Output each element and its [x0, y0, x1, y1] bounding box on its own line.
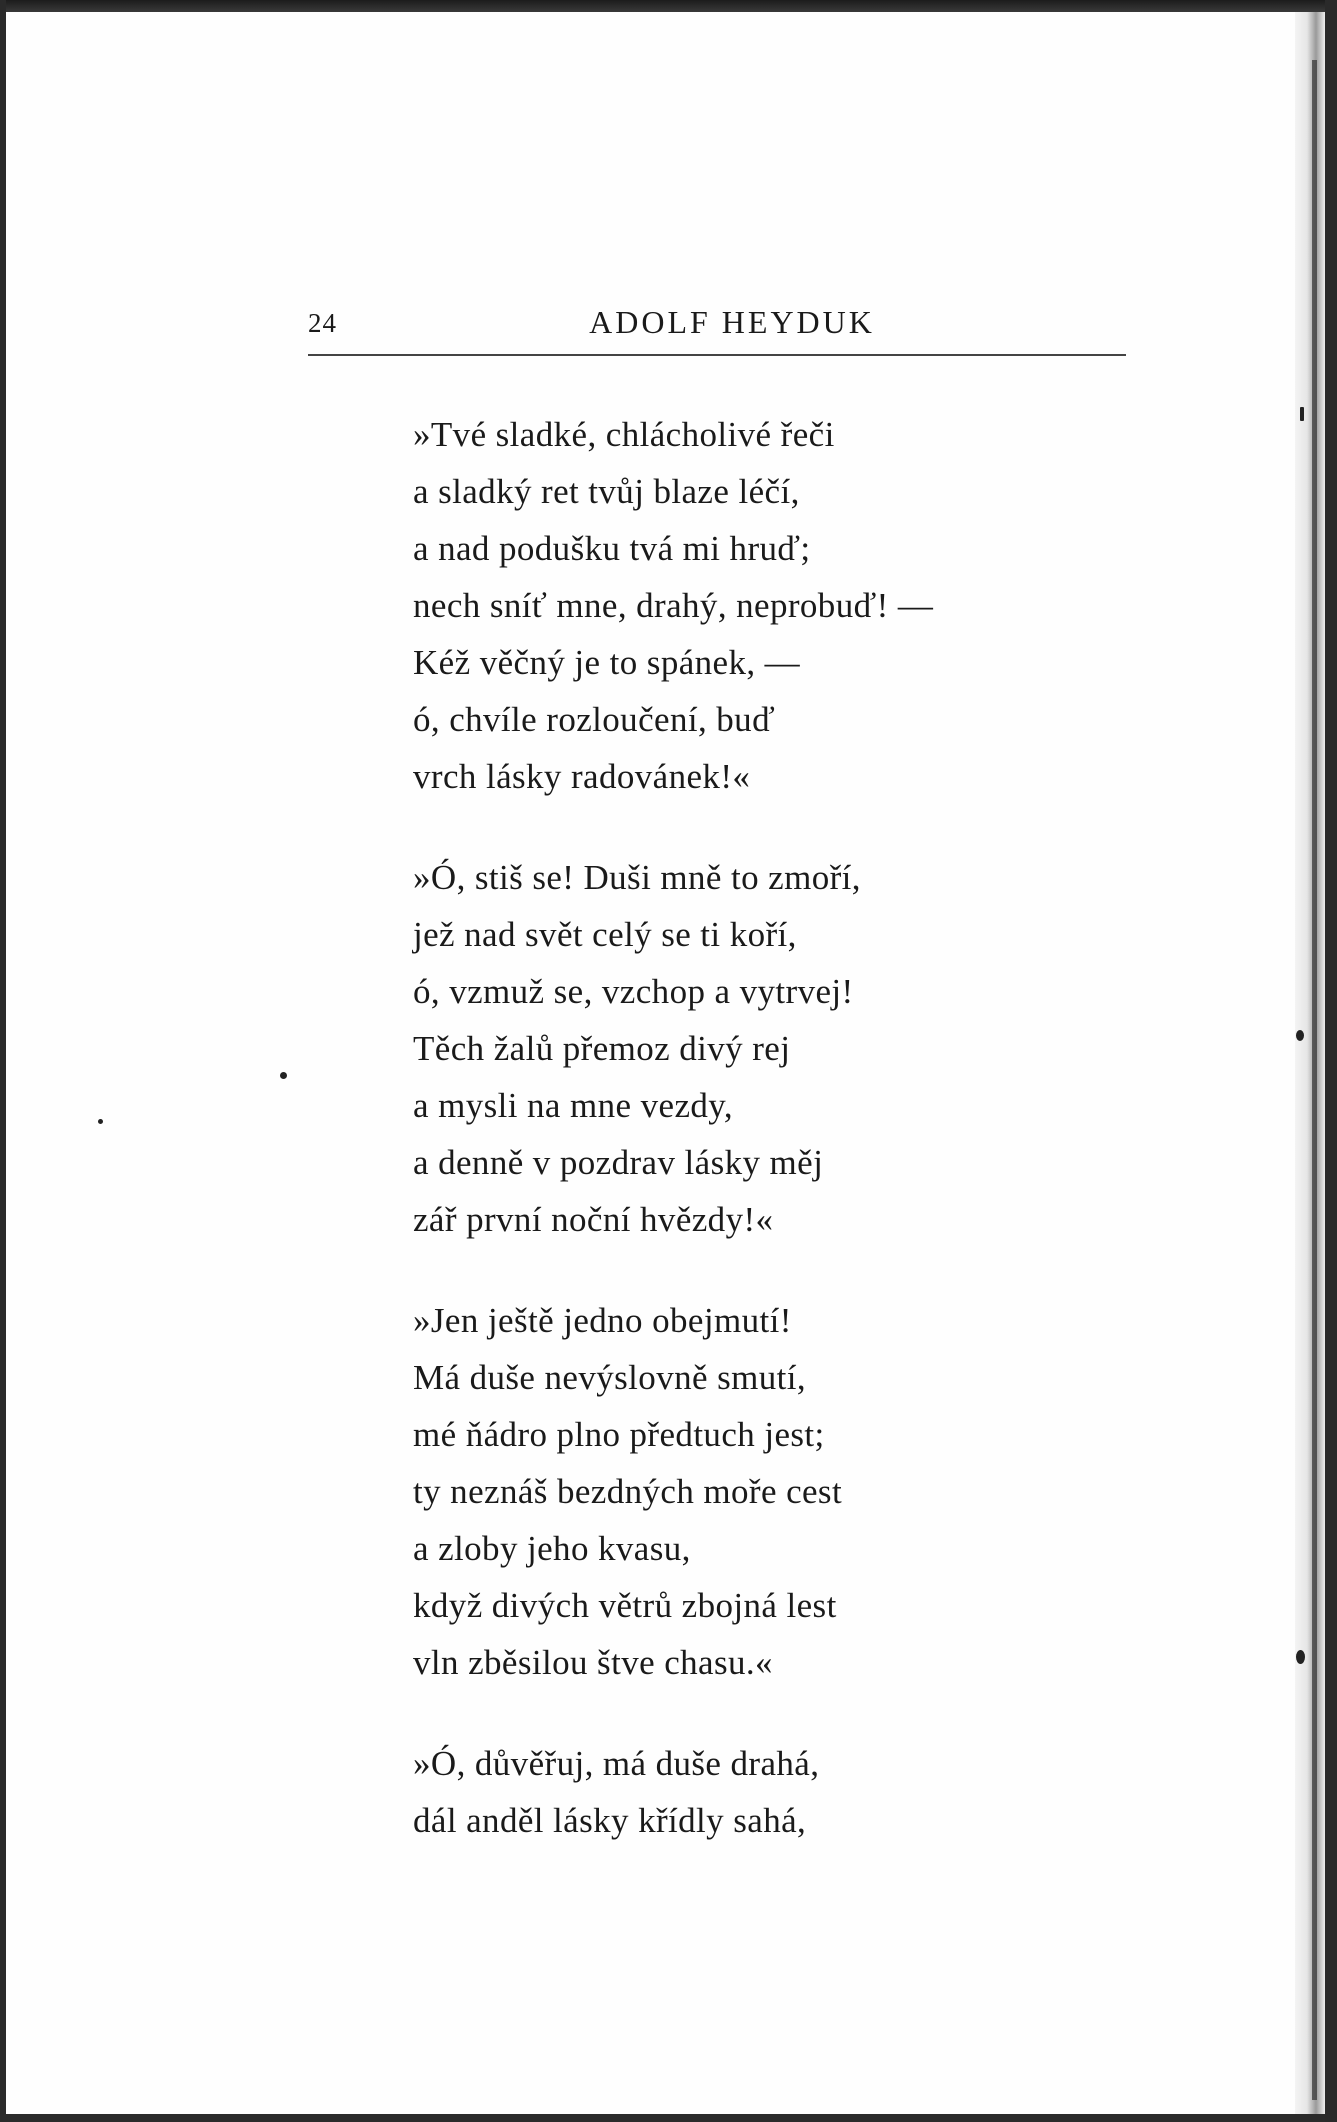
running-title: ADOLF HEYDUK	[589, 304, 875, 340]
scan-edge-left	[0, 0, 6, 2122]
scan-speck	[1296, 1030, 1304, 1041]
verse-line: když divých větrů zbojná lest	[413, 1586, 837, 1625]
verse-line: ó, vzmuž se, vzchop a vytrvej!	[413, 972, 854, 1011]
scan-edge-top	[0, 0, 1337, 12]
verse-line: nech sníť mne, drahý, neprobuď! —	[413, 586, 934, 625]
header-rule	[308, 354, 1126, 356]
verse-line: vln zběsilou štve chasu.«	[413, 1643, 773, 1682]
verse-line: ó, chvíle rozloučení, buď	[413, 700, 776, 739]
verse-line: a mysli na mne vezdy,	[413, 1086, 734, 1125]
verse-line: a zloby jeho kvasu,	[413, 1529, 691, 1568]
stanza	[413, 849, 1133, 1248]
verse-line: ty neznáš bezdných moře cest	[413, 1472, 843, 1511]
verse-line: a sladký ret tvůj blaze léčí,	[413, 472, 800, 511]
scan-speck	[1300, 407, 1304, 421]
verse-line: Těch žalů přemoz divý rej	[413, 1029, 791, 1068]
verse-line: a nad podušku tvá mi hruď;	[413, 529, 811, 568]
verse-line: »Ó, stiš se! Duši mně to zmoří,	[413, 858, 861, 897]
verse-line: »Jen ještě jedno obejmutí!	[413, 1301, 792, 1340]
binding-edge-line	[1312, 60, 1317, 2100]
scan-edge-bottom	[0, 2114, 1337, 2122]
verse-line: a denně v pozdrav lásky měj	[413, 1143, 824, 1182]
scan-speck	[98, 1119, 103, 1124]
verse-line: vrch lásky radovánek!«	[413, 757, 751, 796]
stanza	[413, 1735, 1133, 1849]
scan-edge-right	[1325, 0, 1337, 2122]
verse-line: »Tvé sladké, chlácholivé řeči	[413, 415, 835, 454]
stanza	[413, 406, 1133, 805]
verse-line: Kéž věčný je to spánek, —	[413, 643, 801, 682]
verse-line: »Ó, důvěřuj, má duše drahá,	[413, 1744, 820, 1783]
verse-line: jež nad svět celý se ti koří,	[413, 915, 797, 954]
verse-line: dál anděl lásky křídly sahá,	[413, 1801, 807, 1840]
poem-body	[413, 406, 1133, 1893]
verse-line: zář první noční hvězdy!«	[413, 1200, 774, 1239]
verse-line: mé ňádro plno předtuch jest;	[413, 1415, 825, 1454]
verse-line: Má duše nevýslovně smutí,	[413, 1358, 807, 1397]
binding-shadow	[1295, 12, 1325, 2114]
running-header	[308, 300, 1126, 350]
scan-speck	[280, 1072, 287, 1079]
page-number: 24	[308, 308, 337, 338]
scan-speck	[1296, 1650, 1305, 1664]
stanza	[413, 1292, 1133, 1691]
